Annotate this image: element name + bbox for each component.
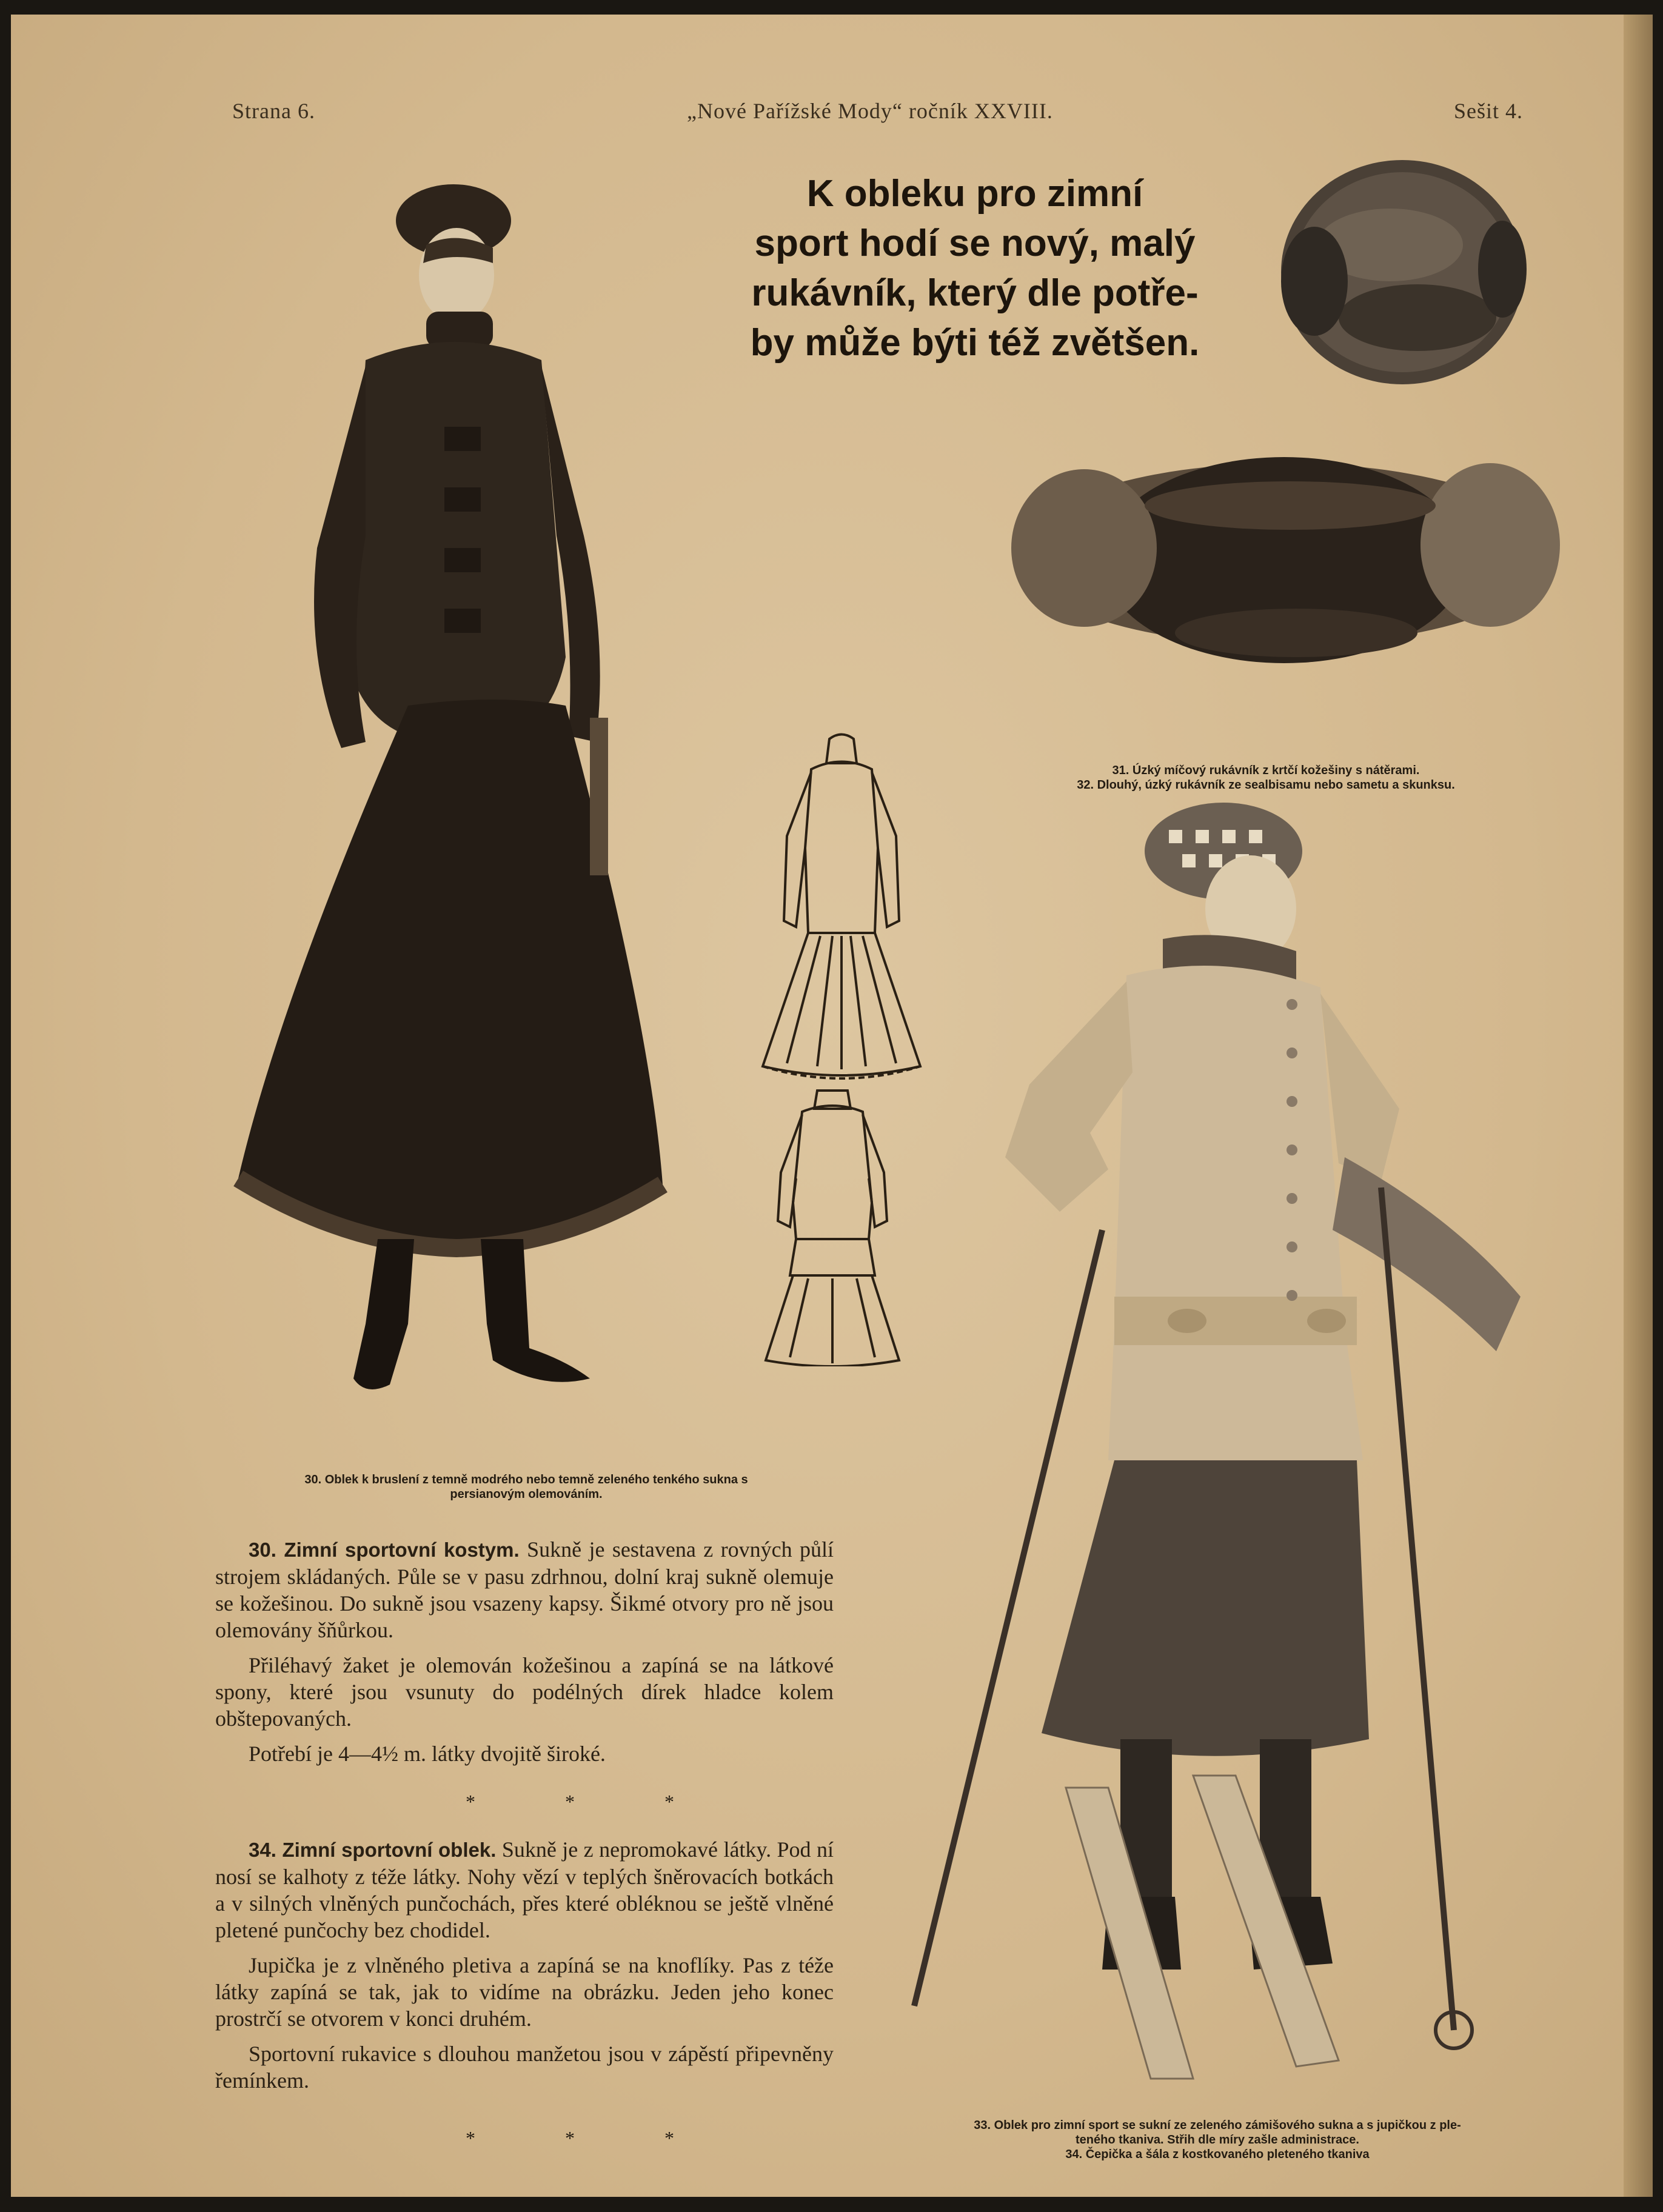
- article-30-text: Sukně je sestavena z rovných půlí strojem skládaných. Půle se v pasu zdrhnou, dolní kraj sukně olemuje se kožešinou. Do sukně jsou vsazeny kapsy. Šikmé otvory pro ně jsou olemovány šňůrkou.: [215, 1537, 834, 1642]
- caption-line: 32. Dlouhý, úzký rukávník ze sealbisamu nebo sametu a skunksu.: [1077, 778, 1455, 792]
- page-number: Strana 6.: [232, 99, 315, 123]
- figure-30-skating-suit-illustration: [226, 172, 675, 1421]
- article-34-paragraph: Sportovní rukavice s dlouhou manžetou jsou v zápěstí připevněny řemínkem.: [215, 2042, 834, 2093]
- page-fold-edge: [1624, 15, 1653, 2197]
- caption-line: 31. Úzký míčový rukávník z krtčí kožešiny s nátěrami.: [1112, 764, 1420, 777]
- article-30-heading: 30. Zimní sportovní kostym.: [249, 1539, 520, 1561]
- caption-line: teného tkaniva. Střih dle míry zašle administrace.: [1076, 2133, 1359, 2147]
- headline-line: by může býti též zvětšen.: [750, 322, 1200, 364]
- article-30: [215, 1536, 834, 1776]
- headline-line: rukávník, který dle potře-: [751, 272, 1199, 314]
- article-30-paragraph: Přiléhavý žaket je olemován kožešinou a zapíná se na látkové spony, které jsou vsunuty do podélných dírek hladce kolem obštepovaných.: [215, 1653, 834, 1731]
- section-separator: * * *: [466, 2127, 717, 2149]
- article-34: [215, 1836, 834, 2102]
- issue-number: Sešit 4.: [1454, 99, 1524, 123]
- headline-line: sport hodí se nový, malý: [754, 222, 1196, 264]
- magazine-page: [11, 15, 1653, 2197]
- caption-figures-31-32: [993, 763, 1539, 792]
- figure-33-ski-outfit-illustration: [908, 794, 1551, 2091]
- figure-back-view-drawing-1: [751, 727, 932, 1084]
- magazine-title: „Nové Pařížské Mody“ ročník XXVIII.: [687, 99, 1053, 123]
- article-30-paragraph: Potřebí je 4—4½ m. látky dvojitě široké.: [249, 1742, 606, 1766]
- article-34-text: Sukně je z nepromokavé látky. Pod ní nosí se kalhoty z téže látky. Nohy vězí v teplých šněrovacích botkách a v silných vlněných punčochách, přes které obléknou se ještě vlněné pletené punčochy bez chodidel.: [215, 1837, 834, 1942]
- muff-small-illustration: [1260, 142, 1545, 403]
- article-34-heading: 34. Zimní sportovní oblek.: [249, 1839, 497, 1861]
- article-34-paragraph: Jupička je z vlněného pletiva a zapíná se na knoflíky. Pas z téže látky zapíná se tak, jak to vidíme na obrázku. Jeden jeho konec prostrčí se otvorem v konci druhém.: [215, 1953, 834, 2031]
- caption-line: 34. Čepička a šála z kostkovaného pleteného tkaniva: [1065, 2148, 1370, 2161]
- caption-line: 33. Oblek pro zimní sport se sukní ze zeleného zámišového sukna a s jupičkou z ple-: [974, 2119, 1461, 2132]
- figure-back-view-drawing-2: [760, 1081, 905, 1366]
- caption-line: persianovým olemováním.: [450, 1488, 603, 1501]
- article-34-paragraph: [215, 1836, 834, 1943]
- section-separator: * * *: [466, 1791, 717, 1813]
- caption-figure-30: [205, 1472, 848, 1502]
- headline: [726, 169, 1223, 368]
- caption-figures-33-34: [878, 2118, 1557, 2162]
- muff-long-illustration: [1005, 433, 1563, 687]
- article-30-paragraph: [215, 1536, 834, 1643]
- headline-line: K obleku pro zimní: [806, 173, 1143, 215]
- caption-line: 30. Oblek k bruslení z temně modrého nebo temně zeleného tenkého sukna s: [304, 1473, 748, 1486]
